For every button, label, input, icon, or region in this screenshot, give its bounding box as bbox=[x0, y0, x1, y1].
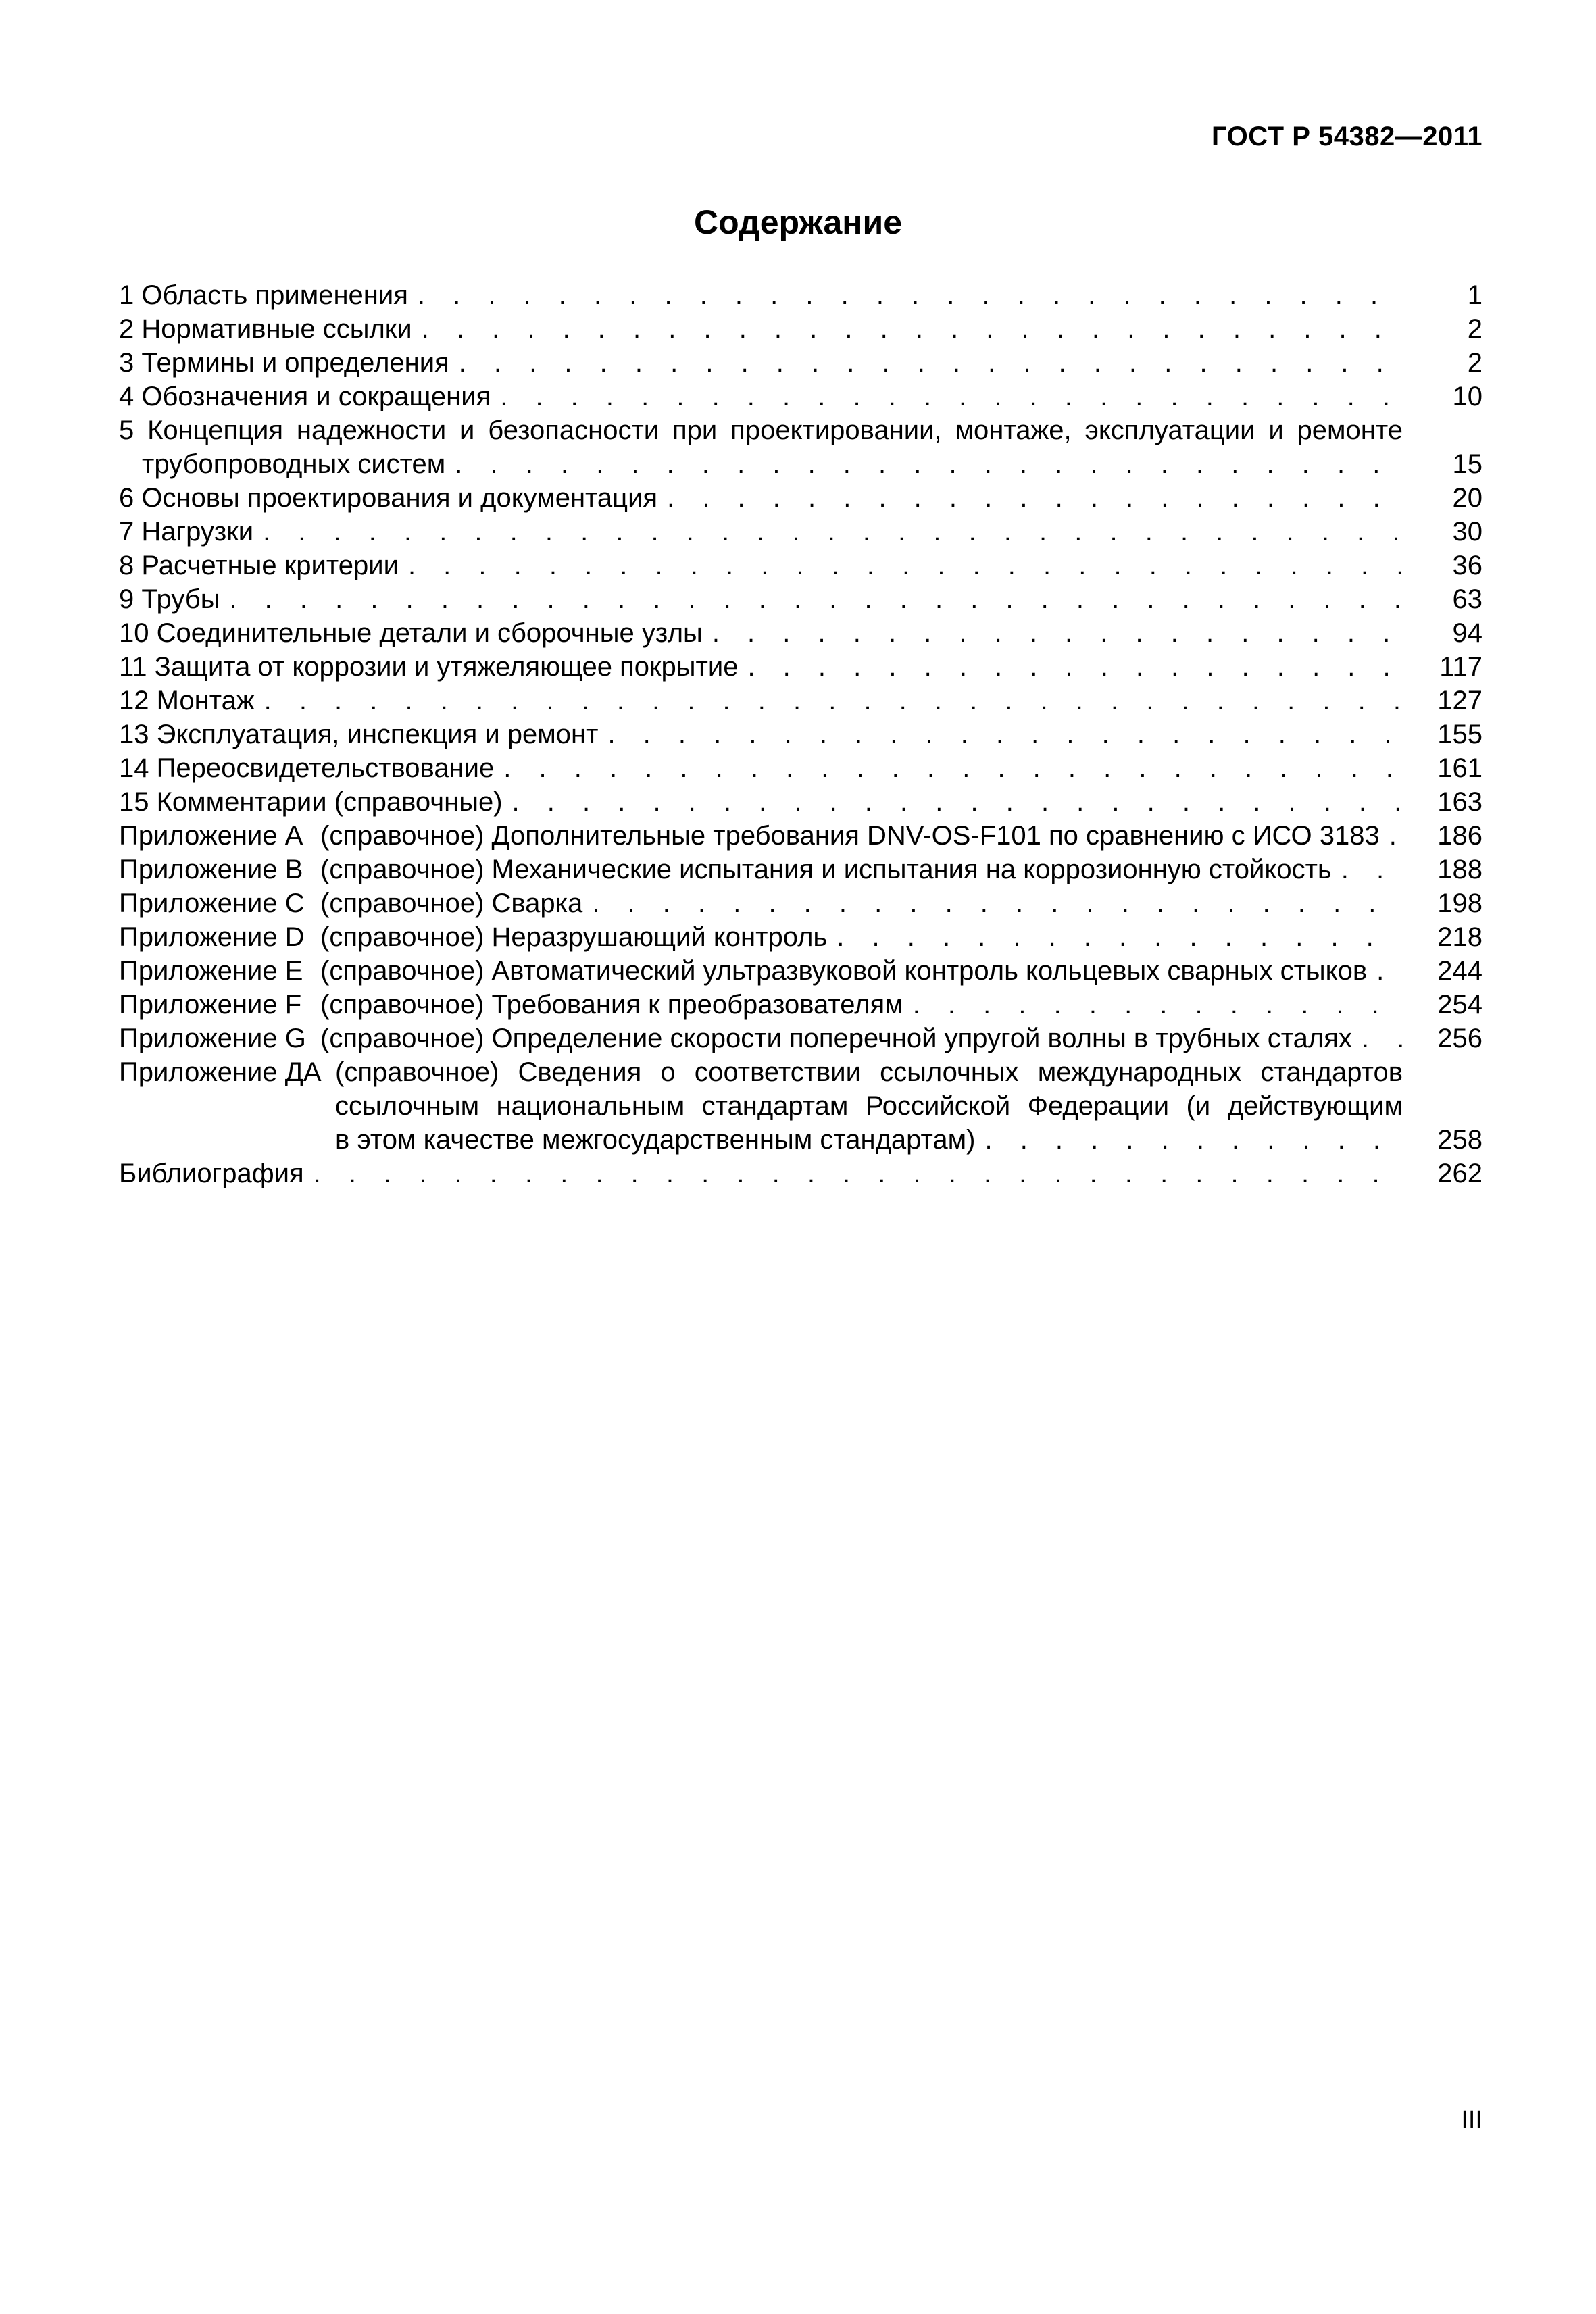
document-designation: ГОСТ Р 54382—2011 bbox=[1212, 122, 1482, 151]
toc-entry-text: 9 Трубы bbox=[119, 584, 220, 614]
dot-leader bbox=[422, 312, 1403, 346]
appendix-title: (справочное) Автоматический ультразвуковой контроль кольцевых сварных стыков bbox=[320, 956, 1368, 986]
toc-entry[interactable] bbox=[119, 616, 1482, 650]
dot-leader bbox=[747, 650, 1403, 684]
toc-appendix[interactable] bbox=[119, 988, 1482, 1022]
toc-entry-text: 4 Обозначения и сокращения bbox=[119, 382, 491, 411]
table-of-contents bbox=[119, 278, 1482, 1190]
appendix-title-continued: в этом качестве межгосударственным стандартам) bbox=[335, 1125, 976, 1155]
toc-entry[interactable] bbox=[119, 346, 1482, 380]
toc-entry-page: 188 bbox=[1437, 855, 1482, 884]
toc-entry[interactable] bbox=[119, 312, 1482, 346]
toc-entry-page: 117 bbox=[1439, 652, 1482, 682]
toc-entry-page: 1 bbox=[1467, 280, 1482, 310]
dot-leader bbox=[229, 582, 1403, 616]
toc-entry-page: 256 bbox=[1437, 1024, 1482, 1053]
appendix-label: Приложение А bbox=[119, 821, 303, 851]
toc-entry-page: 30 bbox=[1452, 517, 1482, 547]
toc-entry-page: 198 bbox=[1437, 888, 1482, 918]
dot-leader bbox=[418, 278, 1403, 312]
toc-appendix[interactable] bbox=[119, 819, 1482, 853]
dot-leader bbox=[984, 1123, 1403, 1157]
toc-entry-text: 13 Эксплуатация, инспекция и ремонт bbox=[119, 720, 599, 749]
toc-appendix-da-line1[interactable] bbox=[119, 1055, 1482, 1089]
dot-leader bbox=[1376, 954, 1403, 988]
toc-entry-text: Библиография bbox=[119, 1159, 304, 1188]
toc-title: Содержание bbox=[693, 203, 903, 241]
toc-appendix[interactable] bbox=[119, 853, 1482, 886]
appendix-title: (справочное) Требования к преобразователям bbox=[320, 990, 903, 1020]
toc-entry-page: 63 bbox=[1452, 584, 1482, 614]
appendix-title: (справочное) Неразрушающий контроль bbox=[320, 922, 828, 952]
appendix-title-continued: ссылочным национальным стандартам Российской Федерации (и действующим bbox=[335, 1091, 1403, 1121]
toc-entry-line1[interactable] bbox=[119, 413, 1482, 447]
appendix-title: (справочное) Определение скорости поперечной упругой волны в трубных сталях bbox=[320, 1024, 1352, 1053]
appendix-label: Приложение С bbox=[119, 888, 305, 918]
dot-leader bbox=[408, 549, 1403, 582]
toc-entry-page: 218 bbox=[1437, 922, 1482, 952]
appendix-title: (справочное) Сварка bbox=[320, 888, 583, 918]
toc-entry[interactable] bbox=[119, 751, 1482, 785]
toc-entry-page: 244 bbox=[1437, 956, 1482, 986]
toc-appendix[interactable] bbox=[119, 920, 1482, 954]
dot-leader bbox=[837, 920, 1403, 954]
page-number: III bbox=[1461, 2106, 1482, 2134]
appendix-title: (справочное) Сведения о соответствии ссылочных международных стандартов bbox=[335, 1057, 1403, 1087]
toc-entry[interactable] bbox=[119, 481, 1482, 515]
dot-leader bbox=[263, 515, 1403, 549]
toc-entry-text: 2 Нормативные ссылки bbox=[119, 314, 412, 344]
toc-entry-text: 6 Основы проектирования и документация bbox=[119, 483, 658, 513]
toc-entry[interactable] bbox=[119, 650, 1482, 684]
dot-leader bbox=[455, 447, 1403, 481]
appendix-label: Приложение D bbox=[119, 922, 305, 952]
toc-entry-text: 3 Термины и определения bbox=[119, 348, 449, 378]
toc-entry[interactable] bbox=[119, 785, 1482, 819]
toc-appendix[interactable] bbox=[119, 954, 1482, 988]
appendix-label: Приложение F bbox=[119, 990, 302, 1020]
appendix-label: Приложение G bbox=[119, 1024, 306, 1053]
toc-entry-page: 20 bbox=[1452, 483, 1482, 513]
toc-entry-page: 2 bbox=[1467, 348, 1482, 378]
appendix-label: Приложение ДА bbox=[119, 1057, 322, 1087]
toc-entry-text: 11 Защита от коррозии и утяжеляющее покрытие bbox=[119, 652, 739, 682]
appendix-label: Приложение Е bbox=[119, 956, 303, 986]
toc-entry-page: 2 bbox=[1467, 314, 1482, 344]
dot-leader bbox=[913, 988, 1403, 1022]
appendix-title: (справочное) Дополнительные требования DNV-OS-F101 по сравнению с ИСО 3183 bbox=[320, 821, 1380, 851]
toc-entry-page: 155 bbox=[1437, 720, 1482, 749]
dot-leader bbox=[1341, 853, 1403, 886]
toc-entry-text: 8 Расчетные критерии bbox=[119, 551, 399, 580]
toc-entry[interactable] bbox=[119, 582, 1482, 616]
dot-leader bbox=[314, 1157, 1403, 1190]
toc-entry[interactable] bbox=[119, 684, 1482, 718]
dot-leader bbox=[1362, 1022, 1403, 1055]
dot-leader bbox=[607, 718, 1403, 751]
appendix-label: Приложение В bbox=[119, 855, 303, 884]
dot-leader bbox=[459, 346, 1403, 380]
toc-entry-page: 254 bbox=[1437, 990, 1482, 1020]
toc-entry[interactable] bbox=[119, 380, 1482, 413]
toc-entry-page: 15 bbox=[1452, 449, 1482, 479]
toc-appendix-da-line2[interactable] bbox=[119, 1089, 1482, 1123]
toc-entry-text-continued: трубопроводных систем bbox=[142, 449, 446, 479]
toc-appendix-da-line3[interactable] bbox=[119, 1123, 1482, 1157]
toc-entry-page: 161 bbox=[1437, 753, 1482, 783]
dot-leader bbox=[712, 616, 1403, 650]
toc-entry[interactable] bbox=[119, 718, 1482, 751]
toc-appendix[interactable] bbox=[119, 1022, 1482, 1055]
toc-entry-page: 36 bbox=[1452, 551, 1482, 580]
toc-entry-page: 186 bbox=[1437, 821, 1482, 851]
toc-entry-text: 1 Область применения bbox=[119, 280, 408, 310]
dot-leader bbox=[503, 751, 1403, 785]
toc-entry-page: 10 bbox=[1452, 382, 1482, 411]
toc-entry-page: 127 bbox=[1437, 686, 1482, 715]
toc-entry-page: 262 bbox=[1437, 1159, 1482, 1188]
toc-entry-text: 14 Переосвидетельствование bbox=[119, 753, 495, 783]
toc-entry-text: 10 Соединительные детали и сборочные узлы bbox=[119, 618, 703, 648]
dot-leader bbox=[667, 481, 1403, 515]
toc-entry[interactable] bbox=[119, 549, 1482, 582]
toc-bibliography[interactable] bbox=[119, 1157, 1482, 1190]
toc-entry-line2[interactable] bbox=[119, 447, 1482, 481]
dot-leader bbox=[592, 886, 1403, 920]
appendix-title: (справочное) Механические испытания и испытания на коррозионную стойкость bbox=[320, 855, 1332, 884]
toc-entry-page: 258 bbox=[1437, 1125, 1482, 1155]
dot-leader bbox=[264, 684, 1403, 718]
toc-entry-text: 7 Нагрузки bbox=[119, 517, 254, 547]
toc-entry-text: 12 Монтаж bbox=[119, 686, 255, 715]
dot-leader bbox=[1389, 819, 1403, 853]
toc-entry-text: 15 Комментарии (справочные) bbox=[119, 787, 503, 817]
dot-leader bbox=[500, 380, 1403, 413]
toc-appendix[interactable] bbox=[119, 886, 1482, 920]
toc-entry-page: 94 bbox=[1452, 618, 1482, 648]
toc-entry[interactable] bbox=[119, 515, 1482, 549]
toc-entry-text: 5 Концепция надежности и безопасности при проектировании, монтаже, эксплуатации и ремонте bbox=[119, 416, 1403, 445]
toc-entry-page: 163 bbox=[1437, 787, 1482, 817]
toc-entry[interactable] bbox=[119, 278, 1482, 312]
dot-leader bbox=[512, 785, 1403, 819]
